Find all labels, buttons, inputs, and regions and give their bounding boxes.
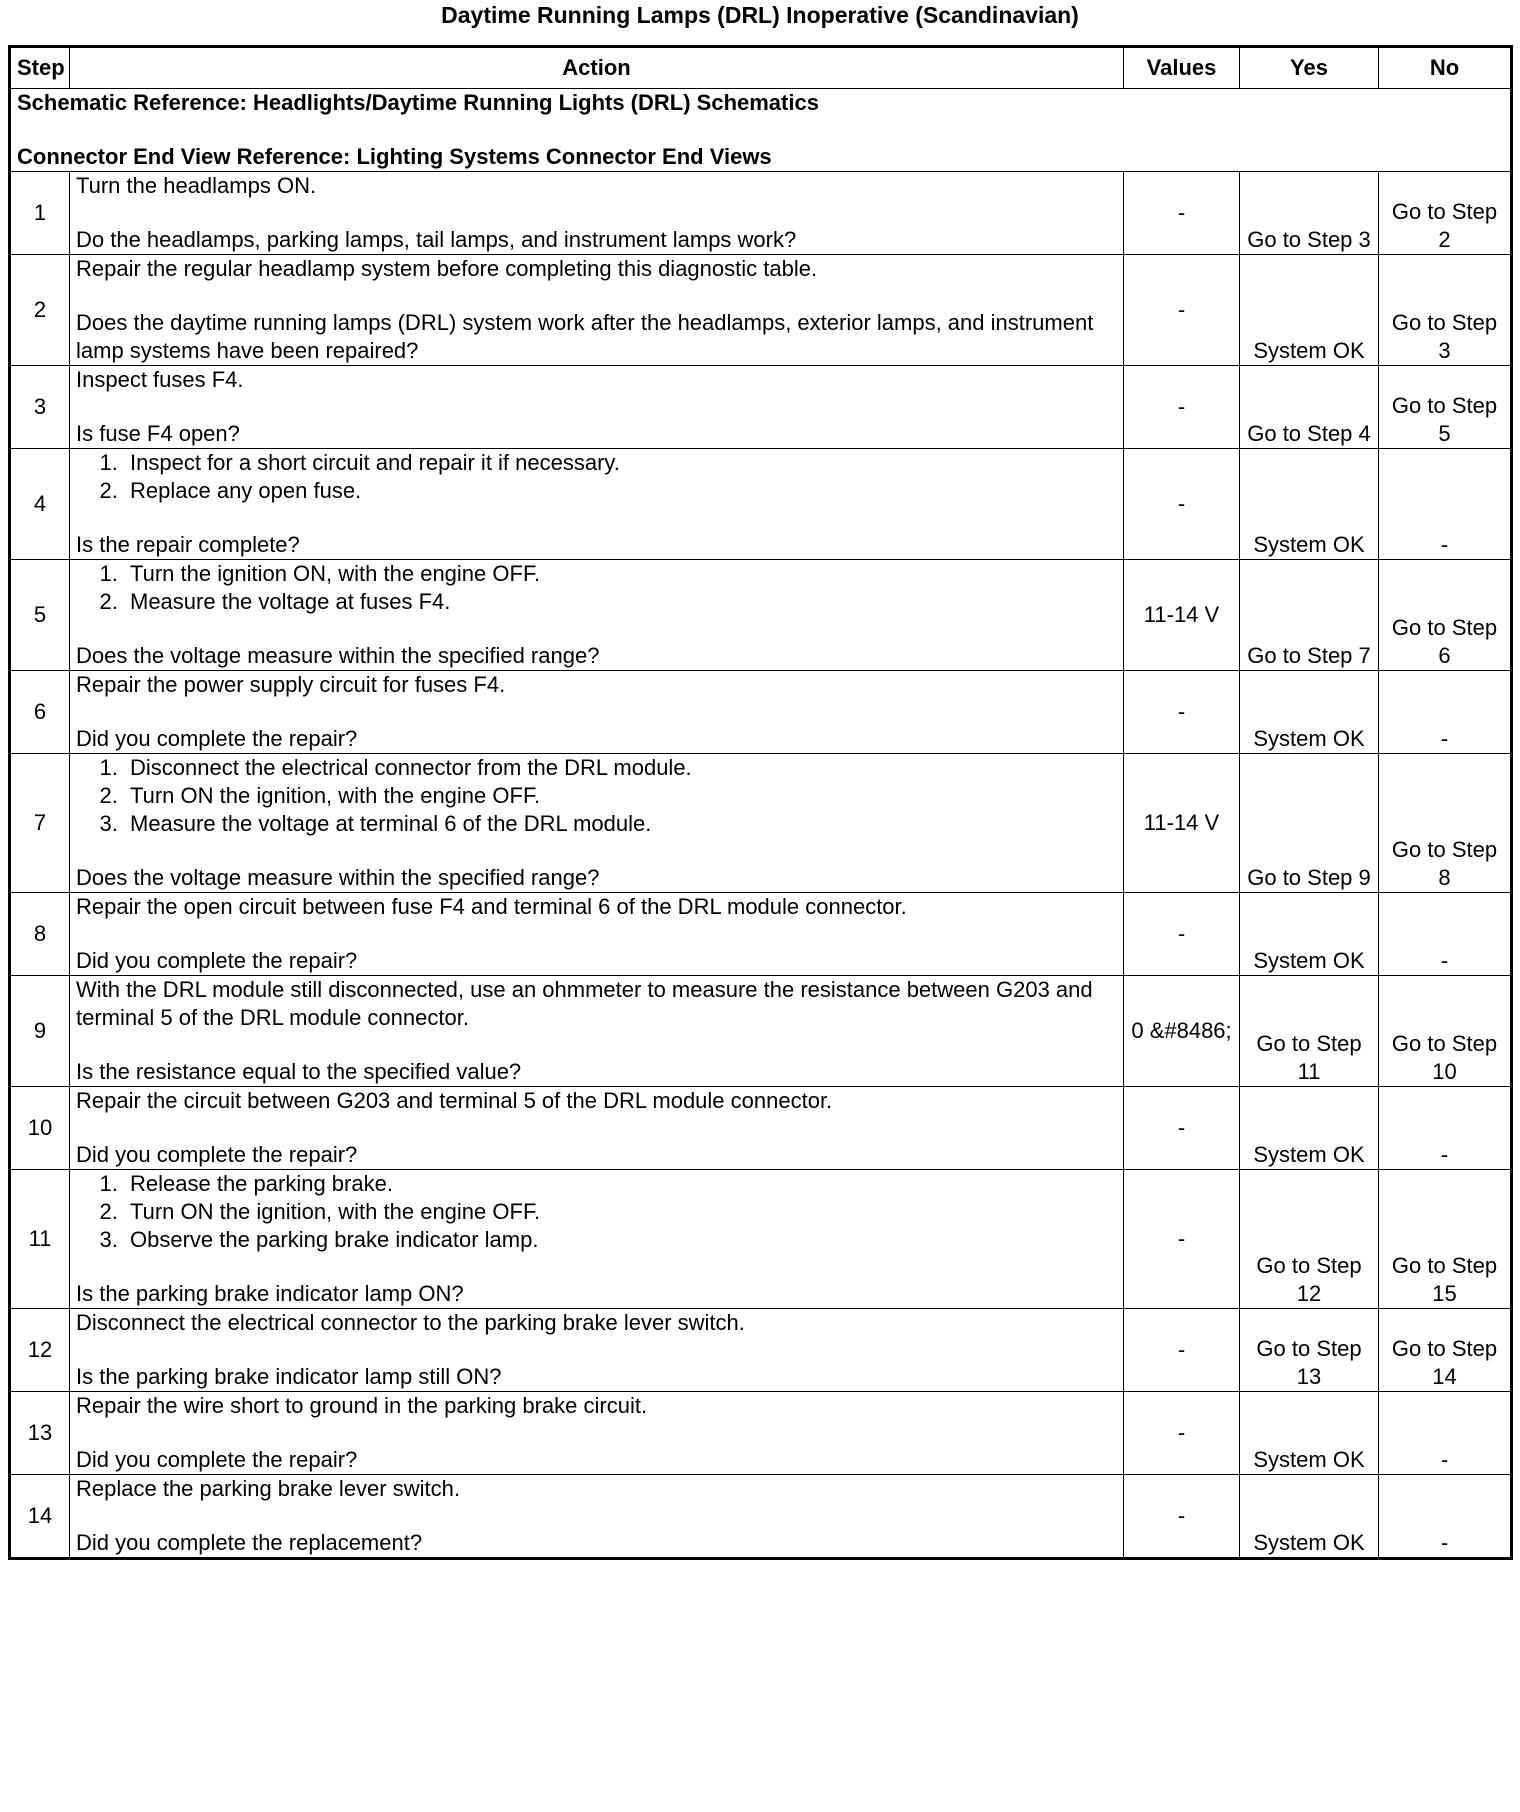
action-step-item: 1. Turn the ignition ON, with the engine OFF. xyxy=(124,560,1117,588)
action-step-item: 2. Measure the voltage at fuses F4. xyxy=(124,588,1117,616)
column-header-yes: Yes xyxy=(1240,47,1379,89)
step-number: 1 xyxy=(10,172,70,255)
action-instruction: Disconnect the electrical connector to the parking brake lever switch. xyxy=(76,1310,745,1335)
action-step-item: 1. Release the parking brake. xyxy=(124,1170,1117,1198)
column-header-action: Action xyxy=(70,47,1124,89)
table-row xyxy=(10,449,1512,560)
table-row xyxy=(10,754,1512,893)
yes-outcome: Go to Step 4 xyxy=(1240,366,1379,449)
page-title: Daytime Running Lamps (DRL) Inoperative (Scandinavian) xyxy=(441,2,1079,28)
column-header-step: Step xyxy=(10,47,70,89)
no-outcome: - xyxy=(1379,893,1512,976)
value-cell: - xyxy=(1124,255,1240,366)
table-row xyxy=(10,1309,1512,1392)
action-step-item: 2. Turn ON the ignition, with the engine OFF. xyxy=(124,1198,1117,1226)
yes-outcome: System OK xyxy=(1240,1087,1379,1170)
action-cell xyxy=(70,1475,1124,1559)
step-number: 14 xyxy=(10,1475,70,1559)
action-steps-list xyxy=(76,560,1117,616)
action-cell xyxy=(70,1170,1124,1309)
step-number: 2 xyxy=(10,255,70,366)
step-number: 4 xyxy=(10,449,70,560)
yes-outcome: System OK xyxy=(1240,449,1379,560)
action-question: Did you complete the repair? xyxy=(76,948,358,973)
table-row xyxy=(10,560,1512,671)
action-question: Does the daytime running lamps (DRL) system work after the headlamps, exterior lamps, and instrument lamp systems have been repaired? xyxy=(76,310,1094,363)
action-step-item: 1. Inspect for a short circuit and repair it if necessary. xyxy=(124,449,1117,477)
value-cell: - xyxy=(1124,1392,1240,1475)
yes-outcome: System OK xyxy=(1240,255,1379,366)
action-step-item: 1. Disconnect the electrical connector from the DRL module. xyxy=(124,754,1117,782)
no-outcome: Go to Step 2 xyxy=(1379,172,1512,255)
action-cell xyxy=(70,893,1124,976)
value-cell: - xyxy=(1124,172,1240,255)
no-outcome: - xyxy=(1379,671,1512,754)
yes-outcome: Go to Step 9 xyxy=(1240,754,1379,893)
table-row xyxy=(10,671,1512,754)
action-question: Did you complete the repair? xyxy=(76,1447,358,1472)
yes-outcome: Go to Step 12 xyxy=(1240,1170,1379,1309)
action-question: Is the repair complete? xyxy=(76,532,300,557)
value-cell: - xyxy=(1124,1475,1240,1559)
value-cell: - xyxy=(1124,1309,1240,1392)
value-cell: - xyxy=(1124,366,1240,449)
action-steps-list xyxy=(76,449,1117,505)
action-steps-list xyxy=(76,754,1117,838)
yes-outcome: System OK xyxy=(1240,671,1379,754)
table-row xyxy=(10,976,1512,1087)
yes-outcome: Go to Step 7 xyxy=(1240,560,1379,671)
action-steps-list xyxy=(76,1170,1117,1254)
step-number: 12 xyxy=(10,1309,70,1392)
action-cell xyxy=(70,255,1124,366)
yes-outcome: System OK xyxy=(1240,893,1379,976)
action-instruction: With the DRL module still disconnected, use an ohmmeter to measure the resistance between G203 and terminal 5 of the DRL module connector. xyxy=(76,977,1093,1030)
action-instruction: Replace the parking brake lever switch. xyxy=(76,1476,460,1501)
table-body xyxy=(10,89,1512,1559)
no-outcome: - xyxy=(1379,449,1512,560)
diagnostic-table xyxy=(8,45,1513,1560)
action-cell xyxy=(70,976,1124,1087)
action-cell xyxy=(70,1087,1124,1170)
reference-row xyxy=(10,89,1512,172)
no-outcome: Go to Step 5 xyxy=(1379,366,1512,449)
no-outcome: - xyxy=(1379,1087,1512,1170)
step-number: 5 xyxy=(10,560,70,671)
action-question: Do the headlamps, parking lamps, tail lamps, and instrument lamps work? xyxy=(76,227,797,252)
yes-outcome: Go to Step 13 xyxy=(1240,1309,1379,1392)
value-cell: - xyxy=(1124,1170,1240,1309)
action-instruction: Repair the wire short to ground in the parking brake circuit. xyxy=(76,1393,648,1418)
action-question: Is the parking brake indicator lamp ON? xyxy=(76,1281,464,1306)
no-outcome: Go to Step 14 xyxy=(1379,1309,1512,1392)
value-cell: - xyxy=(1124,1087,1240,1170)
reference-cell xyxy=(10,89,1512,172)
action-instruction: Repair the open circuit between fuse F4 and terminal 6 of the DRL module connector. xyxy=(76,894,907,919)
step-number: 13 xyxy=(10,1392,70,1475)
action-step-item: 3. Measure the voltage at terminal 6 of the DRL module. xyxy=(124,810,1117,838)
table-row xyxy=(10,366,1512,449)
no-outcome: Go to Step 6 xyxy=(1379,560,1512,671)
action-question: Does the voltage measure within the specified range? xyxy=(76,643,600,668)
action-instruction: Repair the regular headlamp system before completing this diagnostic table. xyxy=(76,256,818,281)
action-cell xyxy=(70,172,1124,255)
action-cell xyxy=(70,754,1124,893)
step-number: 8 xyxy=(10,893,70,976)
step-number: 9 xyxy=(10,976,70,1087)
yes-outcome: Go to Step 11 xyxy=(1240,976,1379,1087)
table-row xyxy=(10,893,1512,976)
step-number: 3 xyxy=(10,366,70,449)
action-question: Is the parking brake indicator lamp still ON? xyxy=(76,1364,502,1389)
table-row xyxy=(10,255,1512,366)
schematic-reference: Schematic Reference: Headlights/Daytime Running Lights (DRL) Schematics xyxy=(17,90,819,115)
action-cell xyxy=(70,1309,1124,1392)
step-number: 6 xyxy=(10,671,70,754)
column-header-values: Values xyxy=(1124,47,1240,89)
table-row xyxy=(10,1087,1512,1170)
table-row xyxy=(10,1170,1512,1309)
no-outcome: Go to Step 10 xyxy=(1379,976,1512,1087)
value-cell: 11-14 V xyxy=(1124,560,1240,671)
no-outcome: - xyxy=(1379,1392,1512,1475)
action-cell xyxy=(70,671,1124,754)
value-cell: - xyxy=(1124,893,1240,976)
column-header-no: No xyxy=(1379,47,1512,89)
no-outcome: Go to Step 15 xyxy=(1379,1170,1512,1309)
action-question: Did you complete the repair? xyxy=(76,1142,358,1167)
value-cell: 0 &#8486; xyxy=(1124,976,1240,1087)
yes-outcome: System OK xyxy=(1240,1475,1379,1559)
action-step-item: 2. Turn ON the ignition, with the engine OFF. xyxy=(124,782,1117,810)
yes-outcome: System OK xyxy=(1240,1392,1379,1475)
action-cell xyxy=(70,1392,1124,1475)
action-question: Is fuse F4 open? xyxy=(76,421,240,446)
table-row xyxy=(10,1392,1512,1475)
action-instruction: Repair the power supply circuit for fuses F4. xyxy=(76,672,506,697)
value-cell: - xyxy=(1124,671,1240,754)
connector-end-view-reference: Connector End View Reference: Lighting Systems Connector End Views xyxy=(17,144,772,169)
action-question: Does the voltage measure within the specified range? xyxy=(76,865,600,890)
action-question: Did you complete the replacement? xyxy=(76,1530,423,1555)
action-cell xyxy=(70,560,1124,671)
action-instruction: Turn the headlamps ON. xyxy=(76,173,317,198)
action-instruction: Repair the circuit between G203 and terminal 5 of the DRL module connector. xyxy=(76,1088,833,1113)
action-cell xyxy=(70,366,1124,449)
value-cell: 11-14 V xyxy=(1124,754,1240,893)
step-number: 11 xyxy=(10,1170,70,1309)
action-question: Did you complete the repair? xyxy=(76,726,358,751)
step-number: 10 xyxy=(10,1087,70,1170)
no-outcome: Go to Step 8 xyxy=(1379,754,1512,893)
header-row xyxy=(10,47,1512,89)
yes-outcome: Go to Step 3 xyxy=(1240,172,1379,255)
action-cell xyxy=(70,449,1124,560)
step-number: 7 xyxy=(10,754,70,893)
value-cell: - xyxy=(1124,449,1240,560)
action-step-item: 3. Observe the parking brake indicator lamp. xyxy=(124,1226,1117,1254)
table-row xyxy=(10,172,1512,255)
action-instruction: Inspect fuses F4. xyxy=(76,367,244,392)
no-outcome: Go to Step 3 xyxy=(1379,255,1512,366)
table-row xyxy=(10,1475,1512,1559)
action-step-item: 2. Replace any open fuse. xyxy=(124,477,1117,505)
action-question: Is the resistance equal to the specified value? xyxy=(76,1059,522,1084)
no-outcome: - xyxy=(1379,1475,1512,1559)
